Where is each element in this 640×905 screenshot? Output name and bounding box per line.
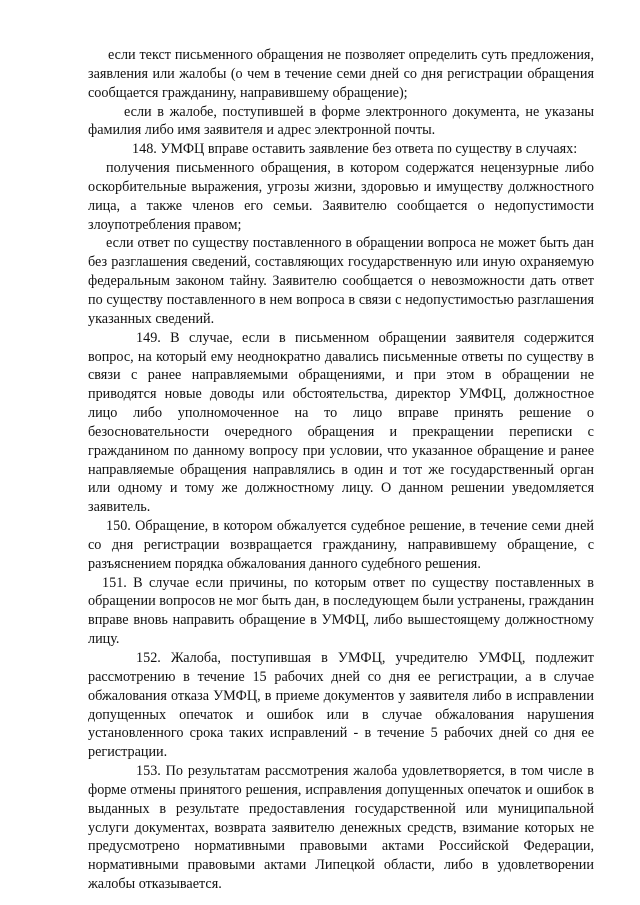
- paragraph-obscene-appeal: получения письменного обращения, в котором содержатся нецензурные либо оскорбительные выражения, угрозы жизни, здоровью и имуществу должностного лица, а также членов его семьи. Заявителю сообщается о недопустимости злоупотребления правом;: [88, 160, 594, 233]
- paragraph-150: 150. Обращение, в котором обжалуется судебное решение, в течение семи дней со дня регистрации возвращается гражданину, направившему обращение, с разъяснением порядка обжалования данного судебного решения.: [88, 518, 594, 572]
- paragraph-153: 153. По результатам рассмотрения жалоба удовлетворяется, в том числе в форме отмены принятого решения, исправления допущенных опечаток и ошибок в выданных в результате предоставления государственной или муниципальной услуги документах, возврата заявителю денежных средств, взимание которых не предусмотрено нормативными правовыми актами Российской Федерации, нормативными правовыми актами Липецкой области, либо в удовлетворении жалобы отказывается.: [88, 763, 594, 893]
- paragraph-missing-applicant-data: если в жалобе, поступившей в форме электронного документа, не указаны фамилия либо имя заявителя и адрес электронной почты.: [88, 103, 594, 139]
- paragraph-151: 151. В случае если причины, по которым ответ по существу поставленных в обращении вопросов не мог быть дан, в последующем были устранены, гражданин вправе вновь направить обращение в УМФЦ, либо вышестоящему должностному лицу.: [88, 574, 594, 648]
- paragraph-undefined-subject: если текст письменного обращения не позволяет определить суть предложения, заявления или жалобы (о чем в течение семи дней со дня регистрации обращения сообщается гражданину, направившему обращение);: [88, 47, 594, 101]
- paragraph-152: 152. Жалоба, поступившая в УМФЦ, учредителю УМФЦ, подлежит рассмотрению в течение 15 рабочих дней со дня ее регистрации, а в случае обжалования отказа УМФЦ, в приеме документов у заявителя либо в исправлении допущенных опечаток и ошибок или в случае обжалования нарушения установленного срока таких исправлений - в течение 5 рабочих дней со дня ее регистрации.: [88, 650, 594, 761]
- paragraph-state-secret: если ответ по существу поставленного в обращении вопроса не может быть дан без разглашения сведений, составляющих государственную или иную охраняемую федеральным законом тайну. Заявителю сообщается о невозможности дать ответ по существу поставленного в нем вопроса в связи с недопустимостью разглашения указанных сведений.: [88, 235, 594, 327]
- document-body: [88, 46, 594, 894]
- paragraph-148: 148. УМФЦ вправе оставить заявление без ответа по существу в случаях:: [132, 141, 578, 158]
- paragraph-149: 149. В случае, если в письменном обращении заявителя содержится вопрос, на который ему неоднократно давались письменные ответы по существу в связи с ранее направляемыми обращениями, и при этом в обращении не приводятся новые доводы или обстоятельства, директор УМФЦ, должностное лицо либо уполномоченное на то лицо вправе принять решение о безосновательности очередного обращения и прекращении переписки с гражданином по данному вопросу при условии, что указанное обращение и ранее направляемые обращения направлялись в один и тот же государственный орган или одному и тому же должностному лицу. О данном решении уведомляется заявитель.: [88, 329, 594, 516]
